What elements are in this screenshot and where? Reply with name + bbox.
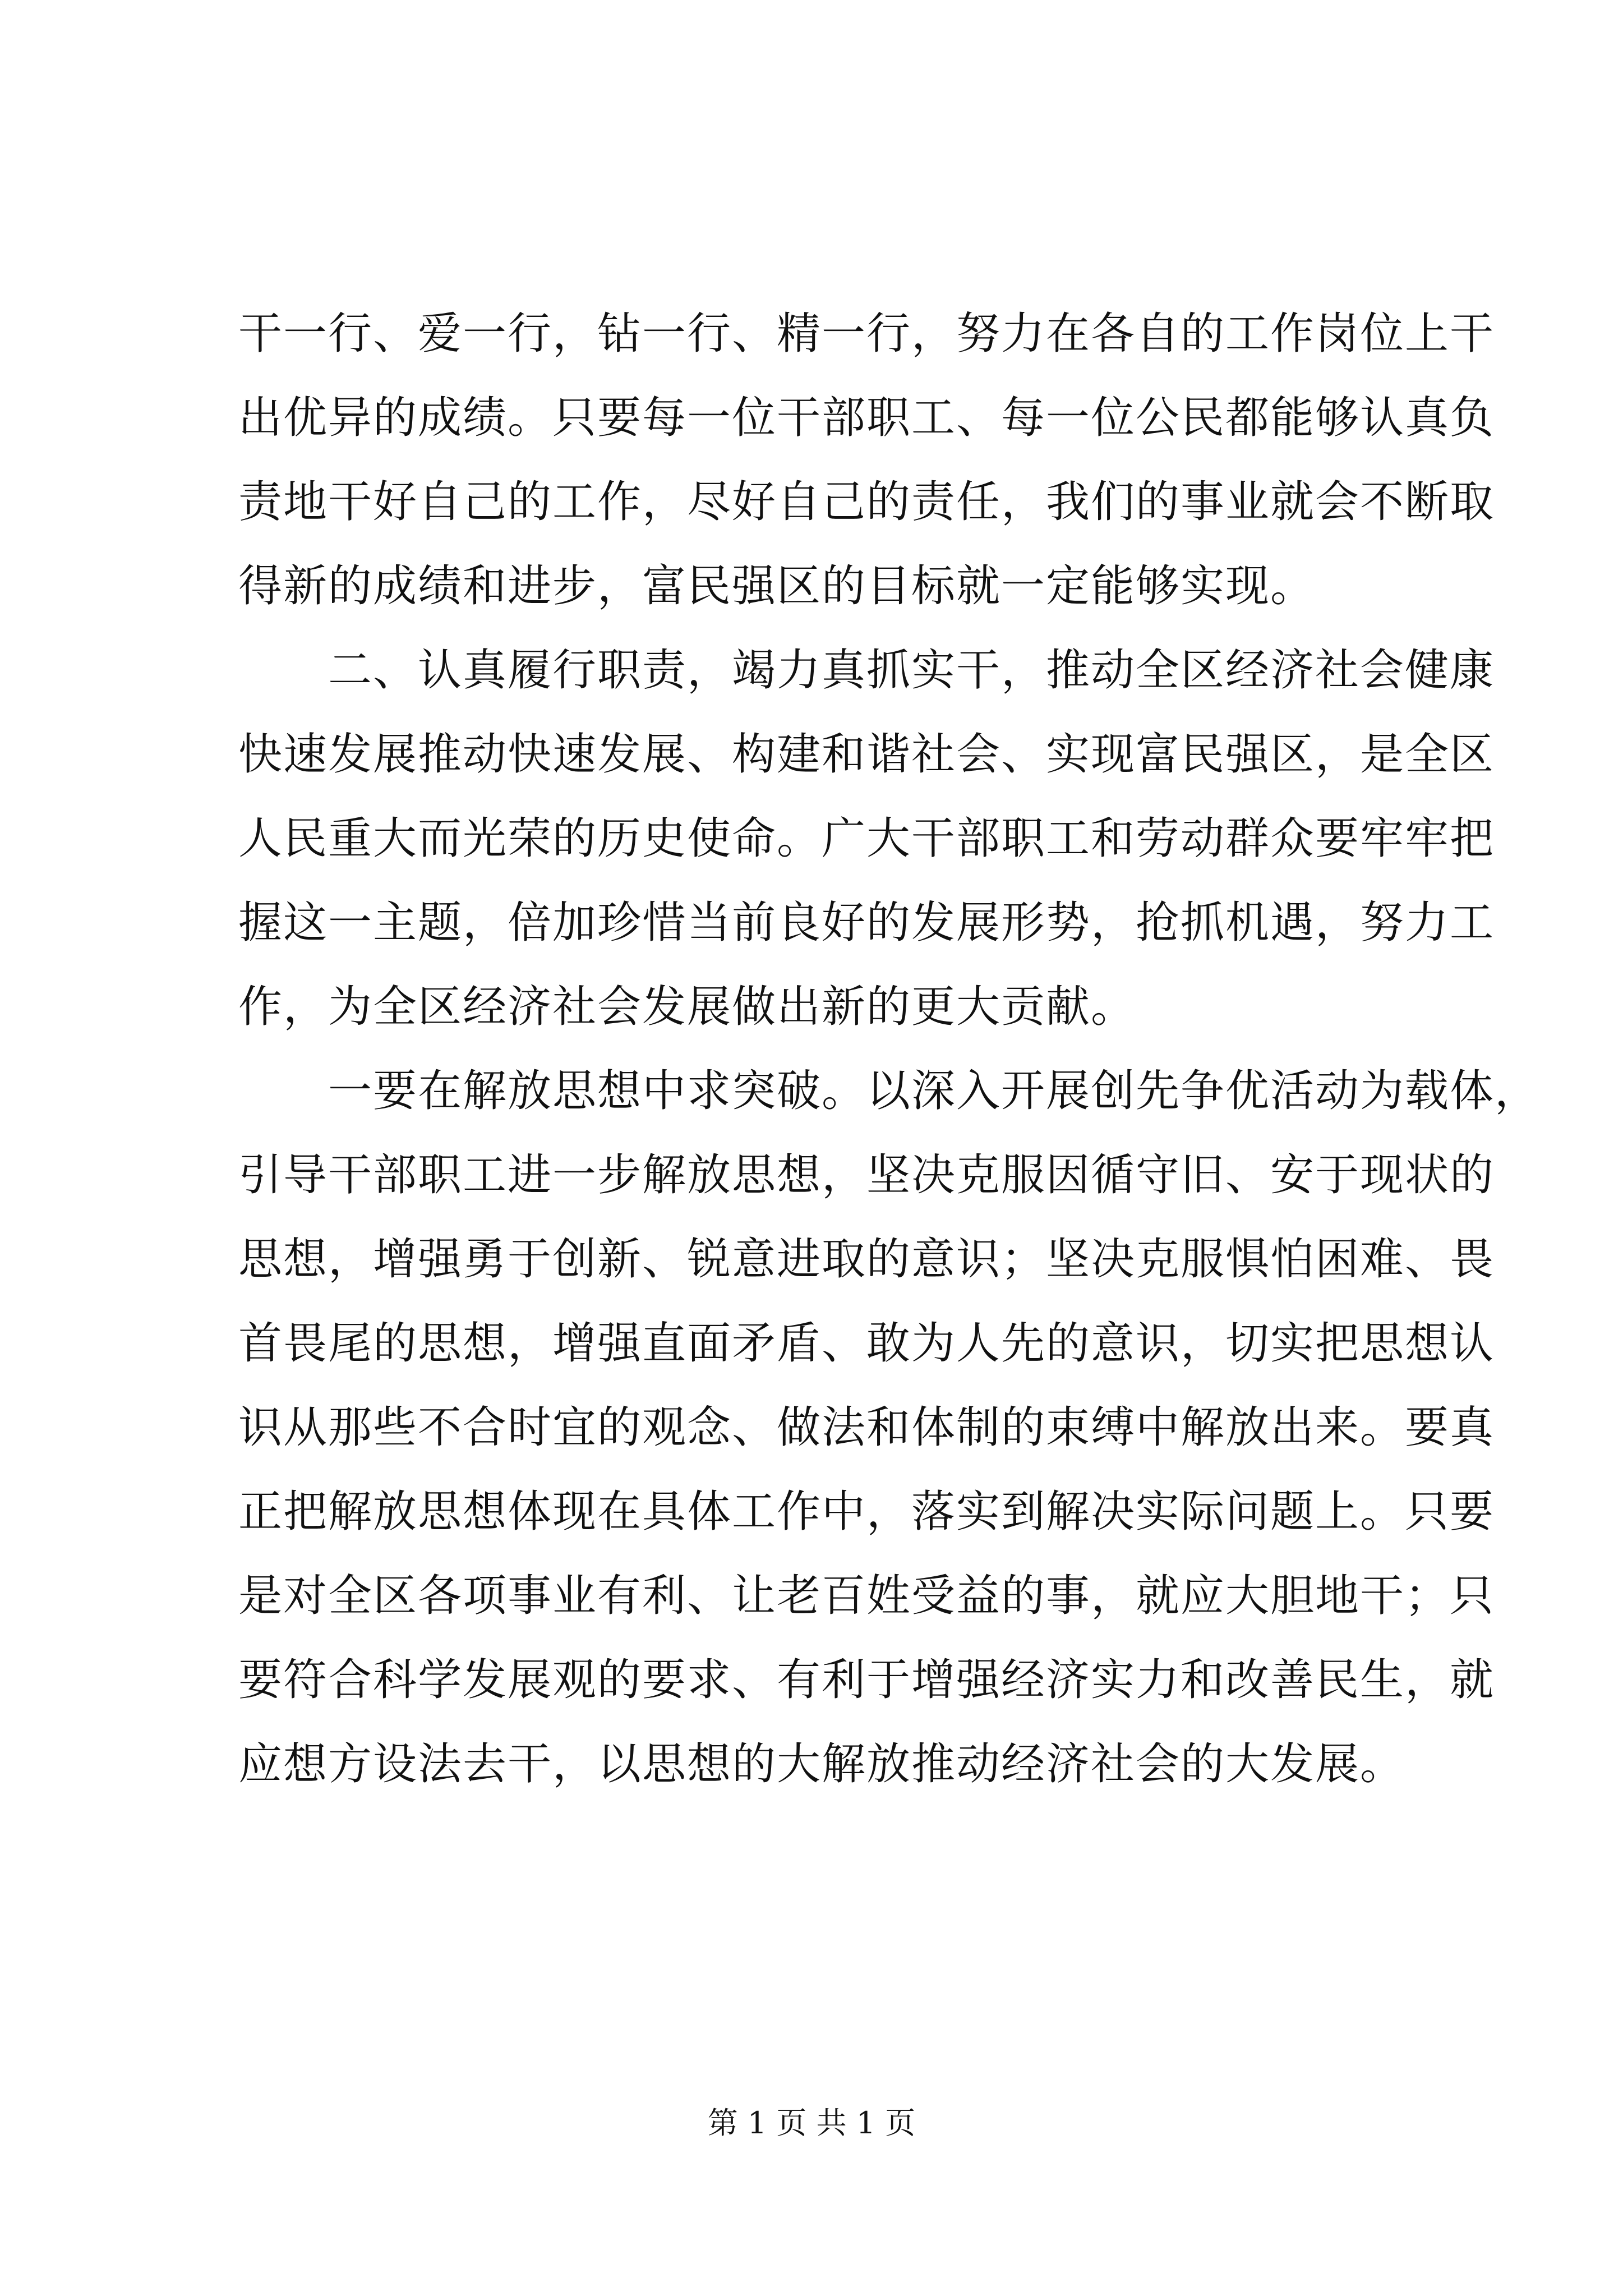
- text-line: 出优异的成绩。只要每一位干部职工、每一位公民都能够认真负: [238, 393, 1495, 443]
- body-text: [238, 292, 1540, 1806]
- text-line: 首畏尾的思想，增强直面矛盾、敢为人先的意识，切实把思想认: [238, 1318, 1495, 1369]
- page-footer: 第 1 页 共 1 页: [707, 2105, 916, 2141]
- text-line: 作，为全区经济社会发展做出新的更大贡献。: [238, 982, 1136, 1032]
- text-line: 是对全区各项事业有利、让老百姓受益的事，就应大胆地干；只: [238, 1571, 1495, 1621]
- text-line: 引导干部职工进一步解放思想，坚决克服因循守旧、安于现状的: [238, 1150, 1495, 1200]
- paragraph-heading-line: 二、认真履行职责，竭力真抓实干，推动全区经济社会健康: [328, 645, 1495, 696]
- text-line: 应想方设法去干，以思想的大解放推动经济社会的大发展。: [238, 1739, 1405, 1789]
- paragraph-first-line: 一要在解放思想中求突破。以深入开展创先争优活动为载体，: [328, 1066, 1540, 1116]
- text-line: 快速发展推动快速发展、构建和谐社会、实现富民强区，是全区: [238, 729, 1495, 780]
- text-line: 人民重大而光荣的历史使命。广大干部职工和劳动群众要牢牢把: [238, 813, 1495, 864]
- text-line: 识从那些不合时宜的观念、做法和体制的束缚中解放出来。要真: [238, 1402, 1495, 1453]
- text-line: 要符合科学发展观的要求、有利于增强经济实力和改善民生，就: [238, 1655, 1495, 1705]
- text-line: 责地干好自己的工作，尽好自己的责任，我们的事业就会不断取: [238, 477, 1495, 527]
- text-line: 思想，增强勇于创新、锐意进取的意识；坚决克服惧怕困难、畏: [238, 1234, 1495, 1285]
- text-line: 得新的成绩和进步，富民强区的目标就一定能够实现。: [238, 561, 1316, 611]
- text-line: 正把解放思想体现在具体工作中，落实到解决实际问题上。只要: [238, 1487, 1495, 1537]
- text-line: 握这一主题，倍加珍惜当前良好的发展形势，抢抓机遇，努力工: [238, 898, 1495, 948]
- text-line: 干一行、爱一行，钻一行、精一行，努力在各自的工作岗位上干: [238, 309, 1495, 359]
